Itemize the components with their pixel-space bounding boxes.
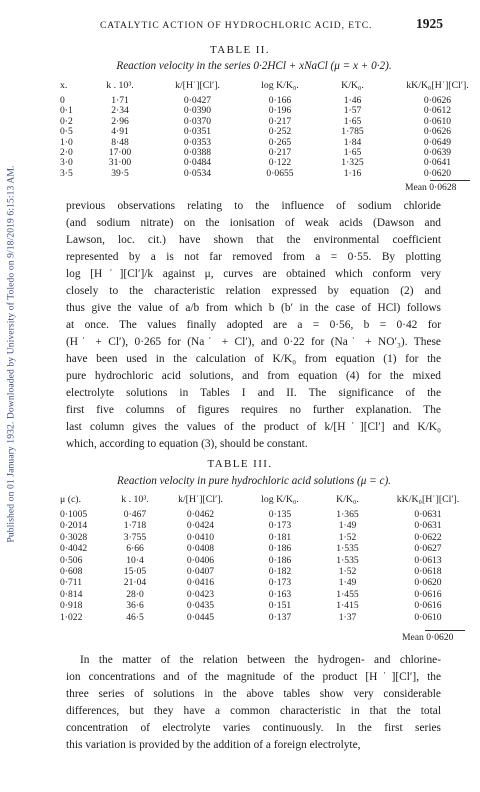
table-cell: 0·217 [268, 147, 292, 158]
table-3-mean: Mean 0·0620 [402, 632, 454, 643]
table-cell: 0·918 [60, 600, 83, 612]
table-cell: 0·0613 [414, 554, 442, 566]
table-cell: 1·415 [336, 600, 359, 612]
table-row [0, 168, 480, 180]
table-3-subtitle: Reaction velocity in pure hydrochloric acid solutions (μ = c). [117, 475, 391, 487]
table-row [0, 577, 480, 589]
text-line: which, according to equation (3), should be constant. [66, 438, 308, 450]
column-header: kK/K₀[H˙][Cl′]. [406, 80, 469, 91]
text-line: pure hydrochloric acid solutions, and from equation (4) for the mixed [66, 370, 441, 382]
table-cell: 1·0 [60, 136, 73, 148]
table-cell: 0·173 [268, 577, 292, 589]
table-cell: 0·0353 [183, 136, 212, 148]
table-cell: 1·46 [343, 95, 362, 106]
text-line: previous observations relating to the influence of sodium chloride [66, 200, 441, 212]
table-cell: 4·91 [111, 126, 129, 138]
running-head: CATALYTIC ACTION OF HYDROCHLORIC ACID, ETC. [100, 20, 373, 31]
column-header: x. [60, 80, 68, 91]
table-cell: 0·2 [60, 115, 73, 127]
table-cell: 0·186 [268, 543, 292, 555]
table-row [0, 509, 480, 521]
table-cell: 39·5 [111, 167, 129, 179]
table-cell: 0·151 [268, 600, 292, 612]
table-cell: 0·0427 [183, 95, 212, 106]
table-cell: 0·173 [268, 520, 292, 532]
table-cell: 1·49 [338, 520, 357, 532]
table-cell: 0·0610 [423, 115, 452, 127]
text-line: have been used in the calculation of K/K₀ from equation (1) for the [66, 353, 441, 365]
table-cell: 0·467 [123, 509, 147, 520]
table-cell: 0·4042 [60, 543, 88, 555]
table-cell: 0·0423 [186, 588, 215, 600]
table-cell: 0·0410 [186, 531, 215, 543]
text-line: (and sodium nitrate) on the ionisation of weak acids (Dawson and [66, 217, 441, 229]
table-cell: 0·0407 [186, 566, 215, 577]
table-cell: 36·6 [126, 600, 144, 612]
table-cell: 31·00 [108, 157, 132, 169]
column-header: log K/K₀. [261, 80, 299, 91]
text-line: thus give the value of a/b from which b (b′ in the case of HCl) follows [66, 302, 441, 314]
table-cell: 46·5 [126, 611, 144, 623]
table-cell: 0·0641 [423, 157, 452, 169]
table-2-mean: Mean 0·0628 [405, 182, 457, 193]
table-cell: 0·5 [60, 126, 73, 138]
text-line: In the matter of the relation between the hydrogen- and chlorine- [80, 654, 441, 666]
table-row [0, 600, 480, 612]
table-cell: 1·022 [60, 611, 83, 623]
text-line: ion concentrations and of the magnitude of the product [H˙][Cl′], the [66, 671, 441, 683]
table-cell: 1·785 [341, 126, 364, 138]
table-cell: 0·0626 [423, 126, 452, 138]
text-line: electrolyte solutions in Tables I and II. The significance of the [66, 387, 441, 399]
table-cell: 0·0622 [414, 531, 442, 543]
column-header: log K/K₀. [261, 494, 299, 505]
table-cell: 0·122 [268, 157, 292, 169]
body-paragraph-1 [66, 198, 441, 453]
table-cell: 1·37 [338, 611, 357, 623]
table-cell: 1·16 [343, 167, 362, 179]
column-header: kK/K₀[H˙][Cl′]. [396, 494, 460, 505]
table-cell: 0·0351 [183, 126, 212, 138]
text-line: Lawson, loc. cit.) have shown that the environmental coefficient [66, 234, 441, 246]
table-cell: 0·0618 [414, 566, 442, 577]
table-2-sum-rule [430, 180, 470, 181]
table-cell: 0·135 [268, 509, 292, 520]
table-row [0, 555, 480, 567]
table-cell: 0·0370 [183, 115, 212, 127]
table-cell: 0·0631 [414, 520, 442, 532]
table-cell: 1·57 [343, 105, 362, 117]
table-row [0, 532, 480, 544]
text-line: log [H˙][Cl′]/k against μ, curves are obtained which conform very [66, 268, 441, 280]
table-cell: 0·0390 [183, 105, 212, 117]
table-cell: 28·0 [126, 588, 144, 600]
table-cell: 21·04 [123, 577, 147, 589]
table-cell: 0·711 [60, 577, 83, 589]
table-cell: 0·186 [268, 554, 292, 566]
table-cell: 0·608 [60, 566, 83, 577]
table-row [0, 566, 480, 578]
table-cell: 1·65 [343, 147, 362, 158]
table-cell: 0·0620 [423, 167, 452, 179]
table-cell: 0·814 [60, 588, 83, 600]
column-header: k/[H˙][Cl′]. [175, 80, 220, 91]
table-cell: 0·0639 [423, 147, 452, 158]
table-cell: 0·0655 [266, 167, 294, 179]
text-line: first five columns of figures requires no further explanation. The [66, 404, 441, 416]
table-cell: 10·4 [126, 554, 144, 566]
table-cell: 0·0649 [423, 136, 452, 148]
text-line: (H˙ + Cl′), 0·265 for (Na˙ + Cl′), and 0·22 for (Na˙ + NO′₃). These [66, 336, 441, 348]
table-cell: 1·52 [338, 531, 357, 543]
text-line: concentration of electrolyte varies continuously. In the first series [66, 722, 441, 734]
table-cell: 0·0484 [183, 157, 212, 169]
table-2-header-row [0, 80, 480, 92]
text-line: closely to the characteristic relation expressed by equation (2) and [66, 285, 441, 297]
table-cell: 3·0 [60, 157, 73, 169]
column-header: k . 10³. [121, 494, 149, 505]
column-header: k/[H˙][Cl′]. [178, 494, 223, 505]
table-cell: 0·2014 [60, 520, 88, 532]
table-cell: 0·217 [268, 115, 292, 127]
table-cell: 0·0416 [186, 577, 215, 589]
text-line: represented by a is not far removed from a = 0·55. By plotting [66, 251, 441, 263]
table-cell: 0·182 [268, 566, 292, 577]
table-cell: 0·1005 [60, 509, 88, 520]
table-row [0, 520, 480, 532]
table-cell: 6·66 [126, 543, 144, 555]
table-cell: 0·0462 [186, 509, 215, 520]
table-cell: 1·455 [336, 588, 359, 600]
table-cell: 17·00 [108, 147, 132, 158]
text-line: three series of solutions in the above tables show very considerable [66, 688, 441, 700]
text-line: this variation is provided by the addition of a foreign electrolyte, [66, 739, 361, 751]
table-cell: 0·0445 [186, 611, 215, 623]
table-cell: 1·325 [341, 157, 364, 169]
table-2-caption: TABLE II. [210, 44, 270, 56]
column-header: K/K₀. [336, 494, 359, 505]
body-paragraph-2 [66, 652, 441, 754]
table-cell: 1·535 [336, 543, 359, 555]
table-cell: 0·0616 [414, 588, 442, 600]
table-cell: 0 [60, 95, 65, 106]
table-cell: 8·48 [111, 136, 129, 148]
text-line: last column gives the values of the product of k/[H˙][Cl′] and K/K₀ [66, 421, 441, 433]
table-3-sum-rule [425, 630, 465, 631]
column-header: K/K₀. [341, 80, 364, 91]
table-cell: 0·1 [60, 105, 73, 117]
download-notice-text: Published on 01 January 1932. Downloaded by University of Toledo on 9/18/2019 6:15:13 AM. [5, 165, 17, 543]
table-cell: 0·0435 [186, 600, 215, 612]
table-cell: 0·181 [268, 531, 292, 543]
table-cell: 1·52 [338, 566, 357, 577]
table-row [0, 589, 480, 601]
table-cell: 0·0627 [414, 543, 442, 555]
table-cell: 0·196 [268, 105, 292, 117]
page-number: 1925 [416, 16, 443, 31]
table-cell: 0·166 [268, 95, 292, 106]
table-cell: 0·137 [268, 611, 292, 623]
table-cell: 1·65 [343, 115, 362, 127]
table-cell: 1·718 [123, 520, 147, 532]
column-header: k . 10³. [106, 80, 134, 91]
table-cell: 1·49 [338, 577, 357, 589]
table-cell: 0·0408 [186, 543, 215, 555]
table-cell: 0·252 [268, 126, 292, 138]
table-cell: 1·84 [343, 136, 362, 148]
table-cell: 0·0406 [186, 554, 215, 566]
table-3-caption: TABLE III. [207, 458, 273, 470]
table-row [0, 543, 480, 555]
table-cell: 2·34 [111, 105, 129, 117]
table-cell: 1·535 [336, 554, 359, 566]
table-cell: 0·0610 [414, 611, 442, 623]
table-cell: 0·0388 [183, 147, 212, 158]
table-cell: 0·265 [268, 136, 292, 148]
table-cell: 0·0612 [423, 105, 452, 117]
table-cell: 1·71 [111, 95, 129, 106]
table-cell: 0·0631 [414, 509, 442, 520]
table-cell: 0·0616 [414, 600, 442, 612]
table-cell: 0·0534 [183, 167, 212, 179]
table-cell: 0·0626 [423, 95, 452, 106]
table-cell: 0·0620 [414, 577, 442, 589]
table-row [0, 612, 480, 624]
table-cell: 2·0 [60, 147, 73, 158]
table-cell: 0·163 [268, 588, 292, 600]
text-line: differences, but they have a common characteristic in that the total [66, 705, 441, 717]
table-cell: 15·05 [123, 566, 147, 577]
table-cell: 0·3028 [60, 531, 88, 543]
text-line: at once. The values finally adopted are a = 0·56, b = 0·42 for [66, 319, 441, 331]
table-cell: 0·0424 [186, 520, 215, 532]
table-2-subtitle: Reaction velocity in the series 0·2HCl + xNaCl (μ = x + 0·2). [116, 60, 392, 72]
table-cell: 2·96 [111, 115, 129, 127]
table-3-header-row [0, 494, 480, 506]
table-cell: 3·755 [123, 531, 147, 543]
table-cell: 0·506 [60, 554, 83, 566]
column-header: μ (c). [60, 494, 82, 505]
table-cell: 1·365 [336, 509, 359, 520]
table-cell: 3·5 [60, 167, 73, 179]
